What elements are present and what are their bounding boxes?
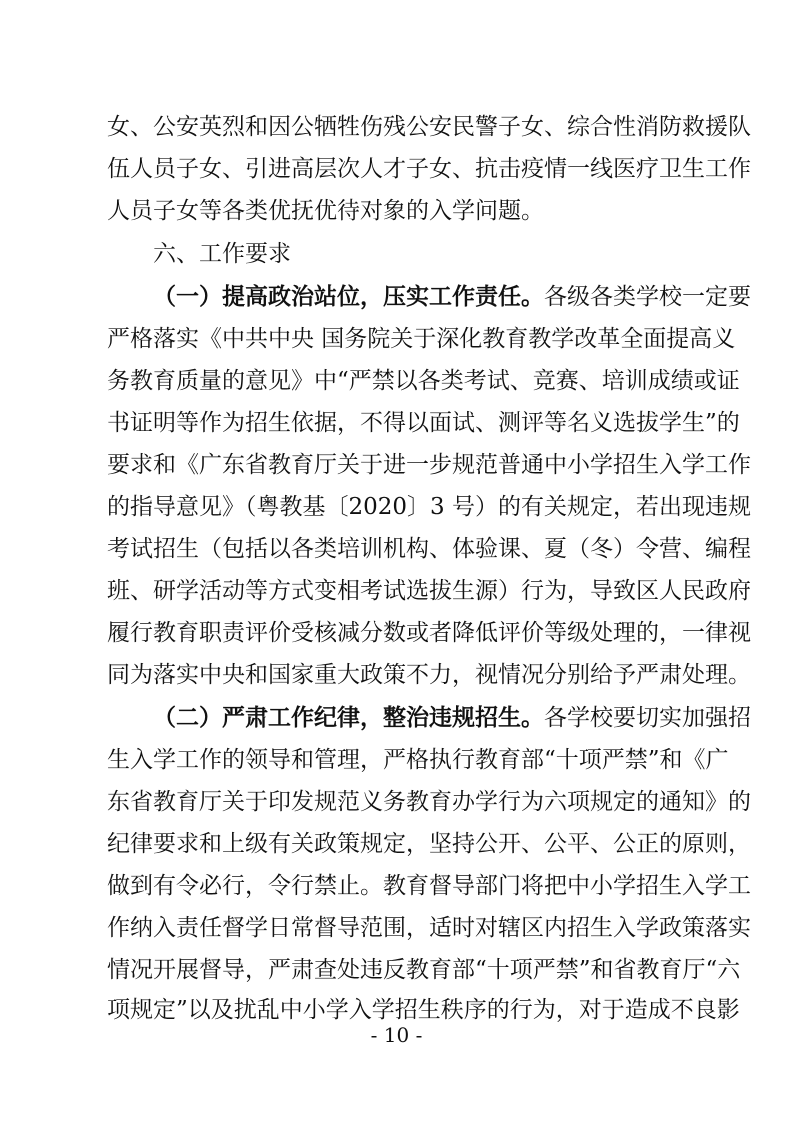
text-line: 考试招生（包括以各类培训机构、体验课、夏（冬）令营、编程 bbox=[107, 536, 751, 562]
text-line: 务教育质量的意见》中“严禁以各类考试、竞赛、培训成绩或证 bbox=[107, 368, 740, 394]
text-line: 班、研学活动等方式变相考试选拔生源）行为，导致区人民政府 bbox=[107, 578, 751, 604]
paragraph-first-line bbox=[153, 282, 751, 312]
subheading-bold: （一）提高政治站位，压实工作责任。 bbox=[153, 283, 544, 310]
text-line: 要求和《广东省教育厅关于进一步规范普通中小学招生入学工作 bbox=[107, 452, 751, 478]
text-line: 履行教育职责评价受核减分数或者降低评价等级处理的，一律视 bbox=[107, 620, 751, 646]
text-line: 女、公安英烈和因公牺牲伤残公安民警子女、综合性消防救援队 bbox=[107, 114, 751, 140]
text-line: 情况开展督导，严肃查处违反教育部“十项严禁”和省教育厅“六 bbox=[107, 957, 741, 983]
text-run: 各级各类学校一定要 bbox=[544, 284, 751, 310]
text-line: 项规定”以及扰乱中小学入学招生秩序的行为，对于造成不良影 bbox=[107, 997, 740, 1023]
text-line: 的指导意见》（粤教基〔2020〕3 号）的有关规定，若出现违规 bbox=[107, 494, 751, 520]
text-line: 做到有令必行，令行禁止。教育督导部门将把中小学招生入学工 bbox=[107, 873, 751, 899]
text-line: 人员子女等各类优抚优待对象的入学问题。 bbox=[107, 198, 544, 224]
section-heading: 六、工作要求 bbox=[153, 241, 291, 267]
text-line: 东省教育厅关于印发规范义务教育办学行为六项规定的通知》的 bbox=[107, 789, 751, 815]
text-run: 各学校要切实加强招 bbox=[544, 705, 751, 731]
page-number: - 10 - bbox=[370, 1023, 423, 1047]
text-line: 严格落实《中共中央 国务院关于深化教育教学改革全面提高义 bbox=[107, 326, 736, 352]
text-line: 纪律要求和上级有关政策规定，坚持公开、公平、公正的原则， bbox=[107, 831, 751, 857]
text-line: 作纳入责任督学日常督导范围，适时对辖区内招生入学政策落实 bbox=[107, 915, 751, 941]
text-line: 生入学工作的领导和管理，严格执行教育部“十项严禁”和《广 bbox=[107, 747, 729, 773]
text-line: 伍人员子女、引进高层次人才子女、抗击疫情一线医疗卫生工作 bbox=[107, 156, 751, 182]
text-line: 同为落实中央和国家重大政策不力，视情况分别给予严肃处理。 bbox=[107, 662, 751, 688]
text-line: 书证明等作为招生依据，不得以面试、测评等名义选拔学生”的 bbox=[107, 410, 740, 436]
subheading-bold: （二）严肃工作纪律，整治违规招生。 bbox=[153, 704, 544, 731]
paragraph-first-line bbox=[153, 703, 751, 733]
